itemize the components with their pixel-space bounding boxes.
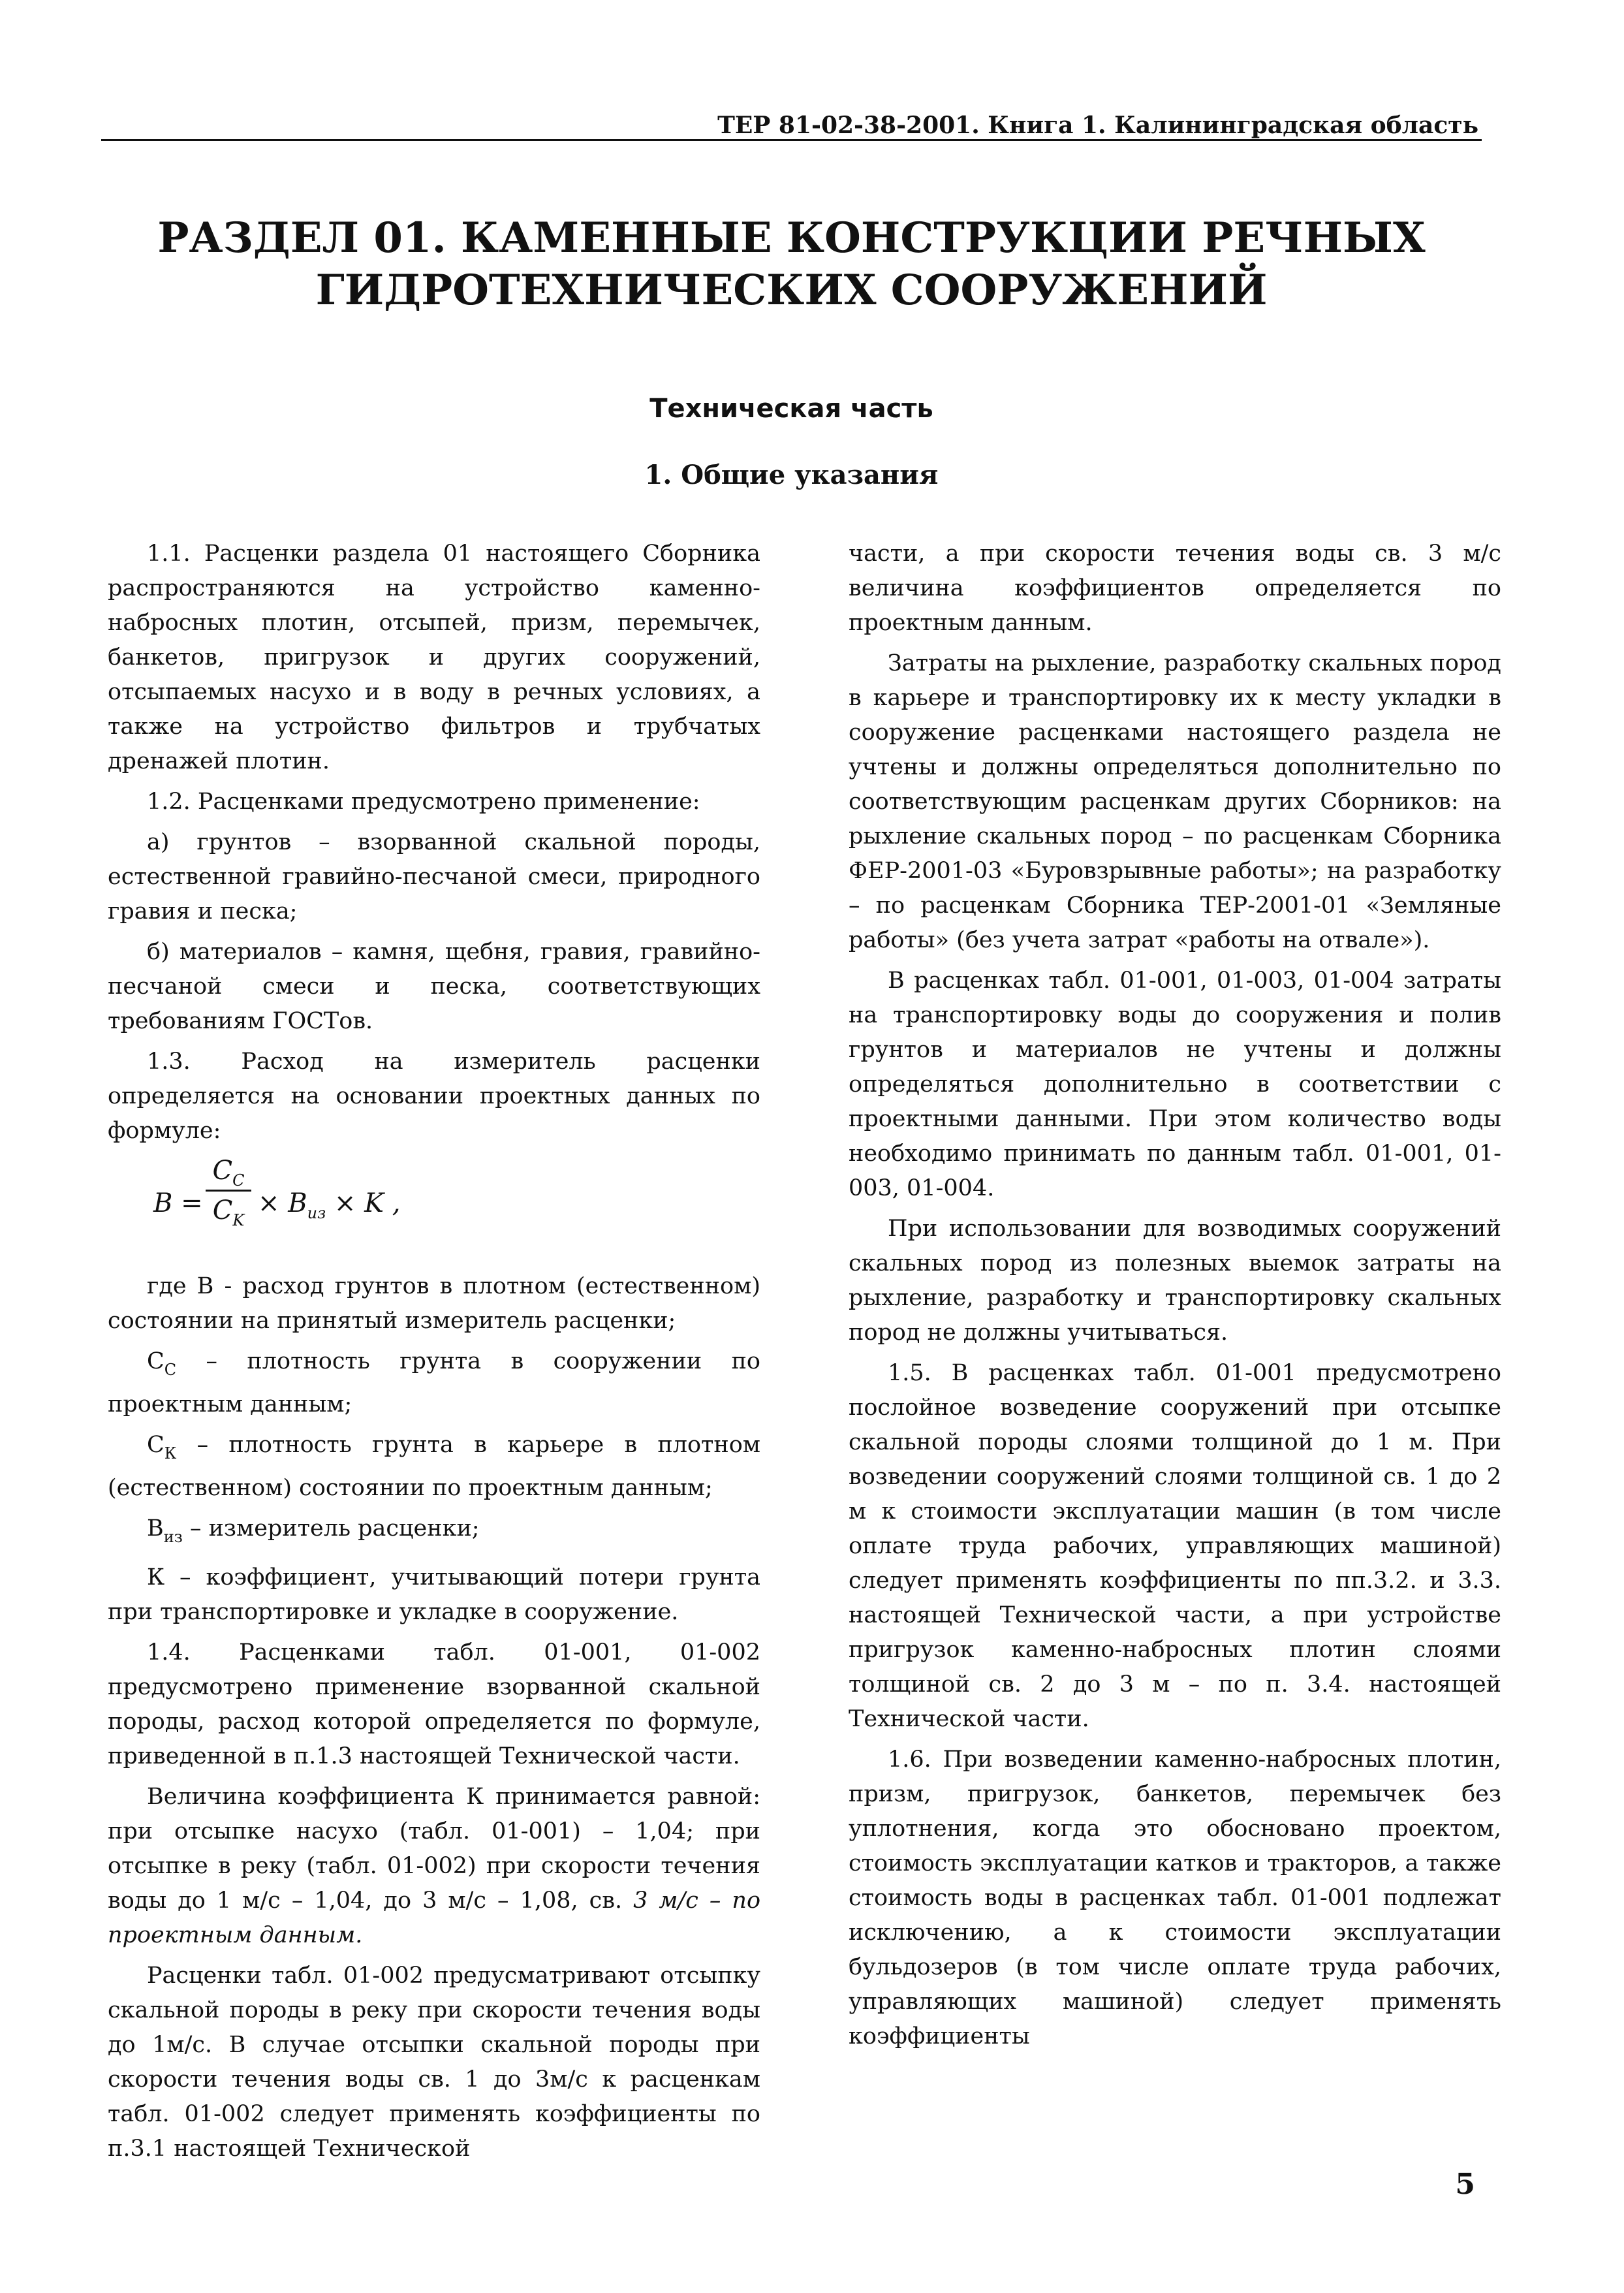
ck-subscript: К	[164, 1444, 177, 1463]
biz-text: – измеритель расценки;	[182, 1515, 480, 1542]
paragraph-1-3: 1.3. Расход на измеритель расценки определяется на основании проектных данных по формуле:	[108, 1049, 760, 1144]
paragraph-1-2-a: а) грунтов – взорванной скальной породы, естественной гравийно-песчаной смеси, природного гравия и песка;	[108, 829, 760, 925]
definition-biz	[108, 1511, 760, 1555]
numerator-symbol: C	[212, 1156, 233, 1186]
technical-part-heading: Техническая часть	[649, 394, 933, 424]
formula-lhs: B =	[153, 1188, 203, 1218]
formula-times-k: × K ,	[334, 1188, 401, 1218]
paragraph-1-4: 1.4. Расценками табл. 01-001, 01-002 предусмотрено применение взорванной скальной породы, расход которой определяется по формуле, приведенной в п.1.3 настоящей Технической части.	[108, 1639, 760, 1769]
formula-numerator	[206, 1154, 251, 1190]
definition-cc	[108, 1344, 760, 1422]
formula-rhs	[258, 1188, 400, 1222]
general-instructions-heading: 1. Общие указания	[644, 460, 939, 490]
running-header: ТЕР 81-02-38-2001. Книга 1. Калининградская область	[717, 112, 1478, 139]
biz-subscript: из	[163, 1528, 183, 1546]
section-title-line-2: ГИДРОТЕХНИЧЕСКИХ СООРУЖЕНИЙ	[315, 266, 1268, 315]
formula-times-b: × B	[258, 1188, 307, 1218]
formula-denominator	[206, 1194, 251, 1227]
k-value-italic-text: 3 м/с – по проектным данным.	[108, 1888, 761, 1948]
left-column	[108, 537, 760, 2172]
paragraph-continuation: части, а при скорости течения воды св. 3 м/с величина коэффициентов определяется по проектным данным.	[849, 541, 1501, 636]
definition-ck	[108, 1428, 760, 1506]
definition-k: К – коэффициент, учитывающий потери грунта при транспортировке и укладке в сооружение.	[108, 1564, 760, 1625]
formula-fraction	[206, 1154, 251, 1227]
paragraph-1-5: 1.5. В расценках табл. 01-001 предусмотрено послойное возведение сооружений при отсыпке скальной породы слоями толщиной до 1 м. При возведении сооружений слоями толщиной св. 1 до 2 м к стоимости эксплуатации машин (в том числе оплате труда рабочих, управляющих машиной) следует применять коэффициенты по пп.3.2. и 3.3. настоящей Технической части, а при устройстве пригрузок каменно-набросных плотин слоями толщиной св. 2 до 3 м – по п. 3.4. настоящей Технической части.	[849, 1360, 1501, 1732]
cc-symbol: С	[147, 1348, 164, 1374]
k-value-text: Величина коэффициента К принимается равной: при отсыпке насухо (табл. 01-001) – 1,04; при отсыпке в реку (табл. 01-002) при скорости течения воды до 1 м/с – 1,04, до 3 м/с – 1,08, св.	[108, 1784, 760, 1914]
section-title	[104, 212, 1478, 317]
ck-text: – плотность грунта в карьере в плотном (естественном) состоянии по проектным данным;	[108, 1432, 760, 1501]
paragraph-1-1: 1.1. Расценки раздела 01 настоящего Сборника распространяются на устройство каменно-набросных плотин, отсыпей, призм, перемычек, банкетов, пригрузок и других сооружений, отсыпаемых насухо и в воду в речных условиях, а также на устройство фильтров и трубчатых дренажей плотин.	[108, 541, 760, 774]
paragraph-loosening-costs: Затраты на рыхление, разработку скальных пород в карьере и транспортировку их к месту укладки в сооружение расценками настоящего раздела не учтены и должны определяться дополнительно по соответствующим расценкам других Сборников: на рыхление скальных пород – по расценкам Сборника ФЕР-2001-03 «Буровзрывные работы»; на разработку – по расценкам Сборника ТЕР-2001-01 «Земляные работы» (без учета затрат «работы на отвале»).	[849, 650, 1501, 953]
denominator-subscript: K	[232, 1211, 245, 1229]
section-title-line-1: РАЗДЕЛ 01. КАМЕННЫЕ КОНСТРУКЦИИ РЕЧНЫХ	[157, 213, 1426, 262]
page-number: 5	[1455, 2168, 1475, 2201]
paragraph-k-value	[108, 1780, 760, 1953]
definition-b: где В - расход грунтов в плотном (естественном) состоянии на принятый измеритель расценки;	[108, 1273, 760, 1334]
paragraph-1-2: 1.2. Расценками предусмотрено применение:	[147, 789, 700, 815]
header-rule	[101, 139, 1482, 141]
paragraph-excavation-use: При использовании для возводимых сооружений скальных пород из полезных выемок затраты на рыхление, разработку и транспортировку скальных пород не должны учитываться.	[849, 1216, 1501, 1346]
right-column	[849, 537, 1501, 2060]
formula-b-subscript: из	[307, 1204, 326, 1222]
paragraph-01-002: Расценки табл. 01-002 предусматривают отсыпку скальной породы в реку при скорости течения воды до 1м/с. В случае отсыпки скальной породы при скорости течения воды св. 1 до 3м/с к расценкам табл. 01-002 следует применять коэффициенты по п.3.1 настоящей Технической	[108, 1963, 760, 2162]
biz-symbol: В	[147, 1515, 164, 1542]
paragraph-1-6: 1.6. При возведении каменно-набросных плотин, призм, пригрузок, банкетов, перемычек без уплотнения, когда это обосновано проектом, стоимость эксплуатации катков и тракторов, а также стоимость воды в расценках табл. 01-001 подлежат исключению, а к стоимости эксплуатации бульдозеров (в том числе оплате труда рабочих, управляющих машиной) следует применять коэффициенты	[849, 1747, 1501, 2049]
cc-text: – плотность грунта в сооружении по проектным данным;	[108, 1348, 760, 1417]
cc-subscript: С	[164, 1361, 177, 1379]
paragraph-1-2-b: б) материалов – камня, щебня, гравия, гравийно-песчаной смеси и песка, соответствующих требованиям ГОСТов.	[108, 939, 760, 1034]
paragraph-water-costs: В расценках табл. 01-001, 01-003, 01-004 затраты на транспортировку воды до сооружения и полив грунтов и материалов не учтены и должны определяться дополнительно в соответствии с проектными данными. При этом количество воды необходимо принимать по данным табл. 01-001, 01-003, 01-004.	[849, 968, 1501, 1201]
ck-symbol: С	[147, 1432, 164, 1458]
consumption-formula	[108, 1154, 760, 1252]
numerator-subscript: C	[232, 1171, 245, 1190]
denominator-symbol: C	[212, 1195, 233, 1226]
fraction-bar	[206, 1190, 251, 1192]
